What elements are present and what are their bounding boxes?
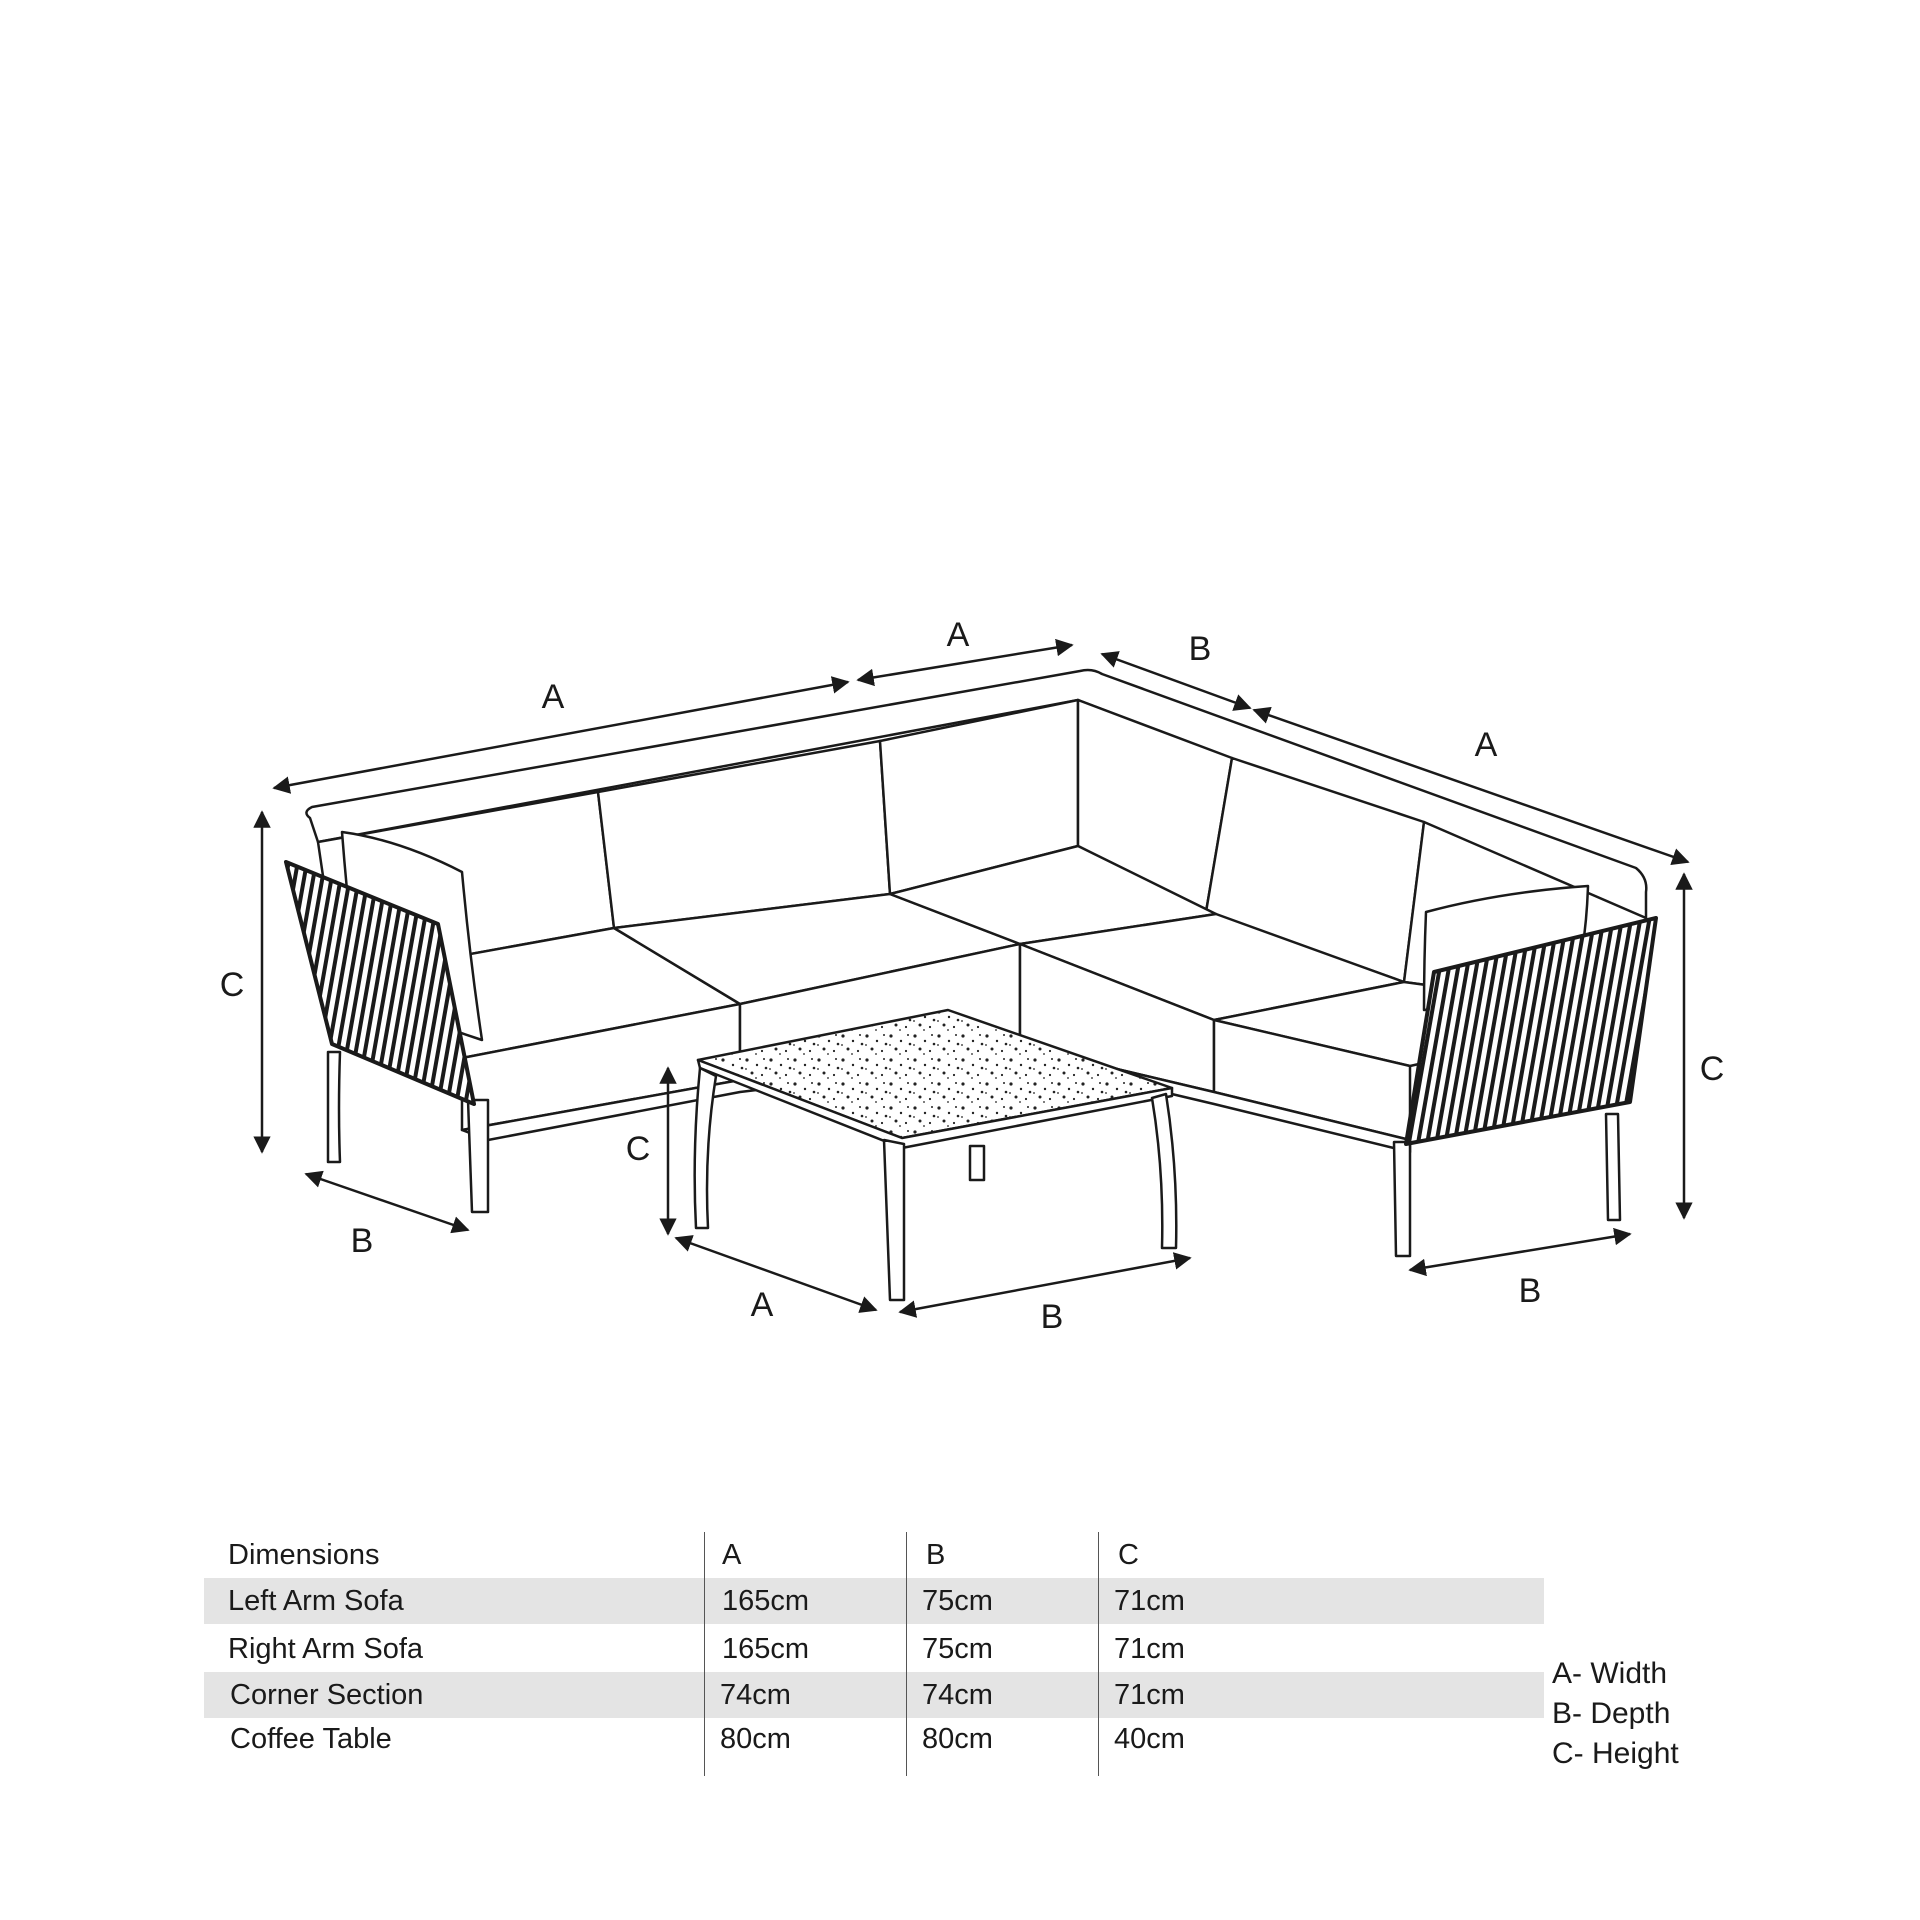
row-name: Coffee Table <box>230 1723 392 1755</box>
legend-item: A- Width <box>1552 1657 1668 1690</box>
row-name: Left Arm Sofa <box>228 1585 404 1617</box>
table-row <box>204 1672 1544 1718</box>
sofa-leg <box>1394 1142 1410 1256</box>
row-depth: 80cm <box>922 1723 993 1755</box>
label-left-sofa-depth: B <box>350 1222 374 1260</box>
header-c: C <box>1118 1539 1139 1571</box>
label-corner-depth: B <box>1188 630 1212 668</box>
legend-item: B- Depth <box>1552 1697 1671 1730</box>
row-name: Right Arm Sofa <box>228 1633 424 1665</box>
dimension-arrow-left-sofa-depth <box>306 1174 468 1230</box>
dimension-legend <box>1552 1654 1752 1774</box>
sofa-leg <box>1606 1114 1620 1220</box>
header-dimensions: Dimensions <box>228 1539 380 1571</box>
label-table-width: A <box>750 1286 774 1324</box>
row-height: 40cm <box>1114 1723 1185 1755</box>
label-table-depth: B <box>1040 1298 1064 1336</box>
row-height: 71cm <box>1114 1633 1185 1665</box>
legend-item: C- Height <box>1552 1737 1679 1770</box>
column-divider <box>704 1532 705 1776</box>
dimensions-table <box>204 1532 1544 1776</box>
label-table-height: C <box>625 1130 651 1168</box>
row-width: 165cm <box>722 1585 810 1617</box>
row-width: 74cm <box>720 1679 791 1711</box>
table-header-row <box>204 1532 1544 1578</box>
coffee-table-leg <box>1152 1094 1176 1248</box>
label-corner-width: A <box>946 616 970 654</box>
column-divider <box>906 1532 907 1776</box>
row-depth: 75cm <box>922 1585 993 1617</box>
row-depth: 75cm <box>922 1633 993 1665</box>
table-row <box>204 1626 1544 1672</box>
coffee-table-leg <box>970 1146 984 1180</box>
label-right-sofa-depth: B <box>1518 1272 1542 1310</box>
table-row <box>204 1716 1544 1762</box>
sofa-leg <box>328 1052 340 1162</box>
label-right-sofa-height: C <box>1699 1050 1725 1088</box>
row-width: 165cm <box>722 1633 810 1665</box>
dimension-arrow-table-width <box>676 1238 876 1310</box>
label-left-sofa-width: A <box>541 678 565 716</box>
sofa-leg <box>468 1100 488 1212</box>
row-height: 71cm <box>1114 1679 1185 1711</box>
row-width: 80cm <box>720 1723 791 1755</box>
table-row <box>204 1578 1544 1624</box>
row-height: 71cm <box>1114 1585 1185 1617</box>
dimension-arrow-right-sofa-depth <box>1410 1234 1630 1270</box>
header-b: B <box>926 1539 946 1571</box>
row-name: Corner Section <box>230 1679 424 1711</box>
coffee-table-leg <box>884 1140 904 1300</box>
column-divider <box>1098 1532 1099 1776</box>
coffee-table-leg <box>695 1068 716 1228</box>
label-right-sofa-width: A <box>1474 726 1498 764</box>
header-a: A <box>722 1539 742 1571</box>
row-depth: 74cm <box>922 1679 993 1711</box>
label-left-sofa-height: C <box>219 966 245 1004</box>
